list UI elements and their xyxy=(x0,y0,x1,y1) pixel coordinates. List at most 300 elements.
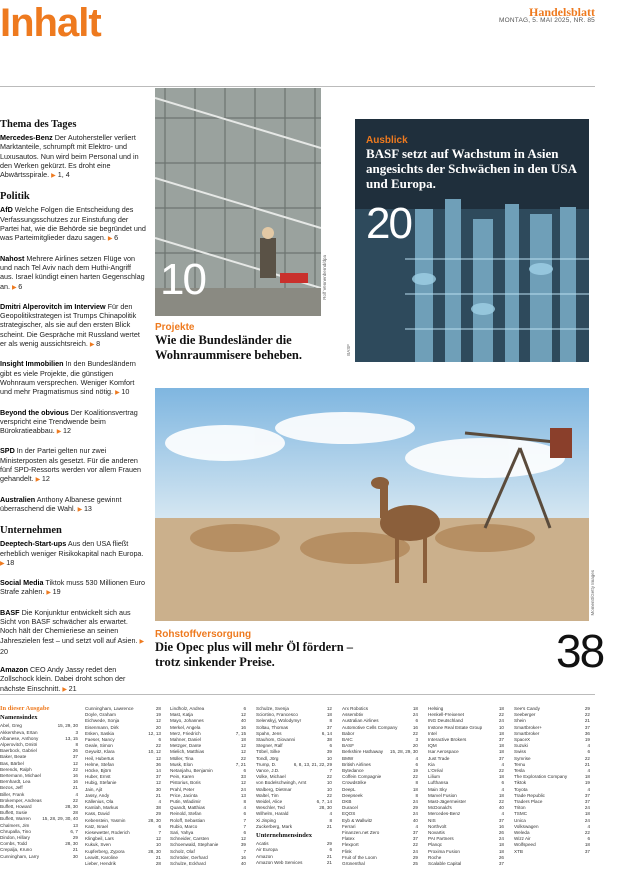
index-page: 4 xyxy=(587,743,590,749)
index-name: Cunningham, Larry xyxy=(0,853,40,859)
index-page: 30 xyxy=(155,786,161,792)
index-name: Kukuk, Sven xyxy=(85,842,111,848)
index-page: 7 xyxy=(243,817,246,823)
index-name: Kiesewetter, Roderich xyxy=(85,830,130,836)
index-page: 37 xyxy=(584,724,590,730)
index-name: Acatis xyxy=(256,841,269,847)
index-name: Fruit of the Loom xyxy=(342,854,377,860)
entry-item[interactable] xyxy=(0,578,146,599)
index-page: 16 xyxy=(72,779,78,785)
index-name: Kupferberg, Zypora xyxy=(85,848,125,854)
index-page: 28 xyxy=(72,810,78,816)
index-name: Töbel, Silke xyxy=(256,749,281,755)
index-name: Tondl, Jörg xyxy=(256,755,279,761)
index-name: Toyota xyxy=(514,786,528,792)
index-name: Buffett, Warren xyxy=(0,816,31,822)
index-name: Kamlah, Markus xyxy=(85,805,119,811)
index-name: Berkshire Hathaway xyxy=(342,749,384,755)
index-page: 7, 21 xyxy=(235,761,246,767)
index-name: Volkswagen xyxy=(514,823,539,829)
index-name: Pistorius, Boris xyxy=(170,780,201,786)
index-page: 12, 13 xyxy=(148,730,161,736)
index-name: Vance, J.D. xyxy=(256,768,280,774)
index-page: 37 xyxy=(584,848,590,854)
index-page: 19 xyxy=(584,737,590,743)
index-page: 4 xyxy=(587,786,590,792)
entry-item[interactable] xyxy=(0,446,146,485)
index-page: 6, 8, 13, 21, 22, 29 xyxy=(293,761,332,767)
arrow-icon: ▶ xyxy=(77,506,84,513)
index-page: 13, 15 xyxy=(65,735,78,741)
index-name: Jassy, Andy xyxy=(85,792,110,798)
section-title-unternehmen: Unternehmen xyxy=(0,525,62,537)
index-name: Lindholz, Andrea xyxy=(170,706,205,711)
index-page: 19 xyxy=(155,712,161,718)
index-name: Sari, Yahya xyxy=(170,830,194,836)
index-page: 16 xyxy=(498,823,504,829)
entry-text: Anthony Albanese gewinnt überraschend die Wahl. xyxy=(0,494,122,513)
index-name: Instone Real Estate Group xyxy=(428,724,483,730)
index-page: 22 xyxy=(584,755,590,761)
index-name: Flatex xyxy=(342,836,355,842)
index-name: Lilium xyxy=(428,774,440,780)
opec-credit: Momentt/Getty Images xyxy=(590,570,595,616)
index-page: 19 xyxy=(412,768,418,774)
index-name: Price, Jacinta xyxy=(170,792,198,798)
index-name: Air Europa xyxy=(256,847,278,853)
index-name: Tiktok xyxy=(514,780,527,786)
index-name: Musk, Elon xyxy=(170,761,193,767)
opec-image[interactable] xyxy=(155,388,589,621)
index-name: The Exploration Company xyxy=(514,774,568,780)
index-row[interactable] xyxy=(256,860,332,866)
ausblick-page-number: 20 xyxy=(366,199,411,248)
index-name: Smartbroker+ xyxy=(514,724,542,730)
index-page: 19 xyxy=(584,780,590,786)
index-name: Faeser, Nancy xyxy=(85,737,115,743)
index-page: 33 xyxy=(240,774,246,780)
index-name: Finanzen.net Zero xyxy=(342,830,380,836)
index-page: 39 xyxy=(326,749,332,755)
index-page: 22 xyxy=(498,799,504,805)
projekte-credit: Rolf Vennenbernd/dpa xyxy=(322,255,327,300)
index-heading: In dieser Ausgabe xyxy=(0,705,50,712)
index-page: 6, 14 xyxy=(321,730,332,736)
index-page: 4 xyxy=(75,791,78,797)
entry-ref: 19 xyxy=(52,587,61,597)
index-page: 18 xyxy=(326,712,332,718)
index-name: DeepL xyxy=(342,786,356,792)
entry-item[interactable] xyxy=(0,205,146,244)
index-name: Mercedes-Benz xyxy=(428,811,461,817)
index-name: Xi Jinping xyxy=(256,817,276,823)
index-name: Biller, Frank xyxy=(0,791,25,797)
index-name: Marvel Fusion xyxy=(428,792,457,798)
index-page: 16 xyxy=(240,724,246,730)
index-page: 37 xyxy=(155,774,161,780)
index-page: 22 xyxy=(498,712,504,718)
index-page: 10 xyxy=(326,755,332,761)
ausblick-kicker: Ausblick xyxy=(366,135,408,146)
index-name: Huber, Ernst xyxy=(85,774,111,780)
index-page: 24 xyxy=(584,805,590,811)
index-name: Schneider, Carsten xyxy=(170,836,210,842)
index-page: 12 xyxy=(240,780,246,786)
index-page: 21 xyxy=(72,785,78,791)
index-page: 18 xyxy=(412,706,418,711)
arrow-icon: ▶ xyxy=(107,236,115,243)
index-name: BASF xyxy=(342,743,354,749)
index-page: 22 xyxy=(584,712,590,718)
index-name: Crowdstrike xyxy=(342,780,367,786)
index-page: 18 xyxy=(498,842,504,848)
index-col-2 xyxy=(85,706,161,867)
index-name: Buffett, Howard xyxy=(0,804,32,810)
index-name: BMW xyxy=(342,755,354,761)
index-name: Eisenmann, Dirk xyxy=(85,724,119,730)
index-page: 12 xyxy=(72,760,78,766)
index-page: 12 xyxy=(155,780,161,786)
index-name: Leavitt, Karoline xyxy=(85,854,118,860)
ausblick-credit: BASF xyxy=(346,344,351,356)
index-page: 6 xyxy=(243,811,246,817)
index-page: 18 xyxy=(584,774,590,780)
index-row[interactable] xyxy=(428,861,504,867)
entry-item[interactable] xyxy=(0,495,146,516)
index-name: Unica xyxy=(514,817,526,823)
index-page: 40 xyxy=(412,817,418,823)
entry-item[interactable] xyxy=(0,302,146,350)
index-name: Mast, Katja xyxy=(170,712,193,718)
entry-ref: 13 xyxy=(83,503,92,513)
index-page: 18 xyxy=(498,743,504,749)
index-page: 16 xyxy=(72,773,78,779)
entry-thema[interactable] xyxy=(0,133,146,181)
index-page: 6 xyxy=(587,749,590,755)
index-name: Scholz, Olaf xyxy=(170,848,195,854)
index-name: Berends, Ralph xyxy=(0,766,32,772)
index-name: Quandt, Matthias xyxy=(170,805,205,811)
index-page: 12 xyxy=(155,718,161,724)
index-page: 22 xyxy=(72,797,78,803)
index-name: Pein, Karen xyxy=(170,774,195,780)
entry-lead: Amazon xyxy=(0,665,28,675)
section-title-thema: Thema des Tages xyxy=(0,119,77,130)
index-name: Kass, David xyxy=(85,811,110,817)
entry-item[interactable] xyxy=(0,665,146,695)
projekte-headline: Wie die Bundesländer die Wohnraummisere beheben. xyxy=(155,333,302,362)
index-name: Klingbeil, Lars xyxy=(85,836,114,842)
index-page: 4 xyxy=(415,755,418,761)
entry-ref: 20 xyxy=(0,646,8,656)
index-name: DKB xyxy=(342,799,352,805)
ausblick-teaser[interactable] xyxy=(366,135,586,191)
entry-ref: 10 xyxy=(121,387,130,397)
index-name: Novartis xyxy=(428,830,445,836)
index-page: 37 xyxy=(72,754,78,760)
index-name: Cunningham, Lawrence xyxy=(85,706,134,711)
index-page: 6 xyxy=(158,737,161,743)
opec-kicker: Rohstoffversorgung xyxy=(155,629,252,640)
index-page: 22 xyxy=(412,842,418,848)
index-page: 26 xyxy=(498,830,504,836)
projekte-page-number: 10 xyxy=(160,255,205,304)
brand-logo: Handelsblatt xyxy=(528,5,595,19)
index-name: Baker, Beate xyxy=(0,754,27,760)
index-page: 24 xyxy=(498,836,504,842)
index-row[interactable] xyxy=(514,849,590,855)
index-name: Swiss xyxy=(514,749,526,755)
index-page: 12 xyxy=(155,836,161,842)
index-col-6 xyxy=(428,706,504,867)
index-name: Mayo, Johannes xyxy=(170,718,204,724)
index-col-3 xyxy=(170,706,246,867)
index-name: Traders Place xyxy=(514,799,543,805)
index-page: 16 xyxy=(240,854,246,860)
index-name: Interactive Brokers xyxy=(428,737,467,743)
index-name: Doyle, Graham xyxy=(85,712,116,718)
index-name: Mielich, Matthias xyxy=(170,749,205,755)
index-row[interactable] xyxy=(170,861,246,867)
index-name: Bas, Bärbel xyxy=(0,760,24,766)
index-name: See's Candy xyxy=(514,706,540,711)
index-page: 29 xyxy=(72,835,78,841)
entry-ref: 1, 4 xyxy=(57,170,70,180)
index-name: Mast-Jägermeister xyxy=(428,799,467,805)
index-page: 4 xyxy=(587,823,590,829)
entry-text: In den Bundesländern gibt es viele Projekte, die günstigen Wohnraum versprechen. Weniger Komfort und mehr Pragmatismus sind nötig. xyxy=(0,359,136,397)
index-page: 14 xyxy=(155,768,161,774)
index-row[interactable] xyxy=(342,749,418,755)
index-name: Dindon, Hillary xyxy=(0,835,30,841)
index-page: 38 xyxy=(326,737,332,743)
index-page: 18 xyxy=(584,842,590,848)
index-name: Brokemper, Andreas xyxy=(0,797,42,803)
index-row[interactable] xyxy=(342,861,418,867)
entry-lead: Social Media xyxy=(0,578,44,588)
index-page: 40 xyxy=(240,861,246,867)
index-page: 28, 30 xyxy=(148,848,161,854)
index-page: 21 xyxy=(326,859,332,865)
names-index-title: Namensindex xyxy=(0,714,38,722)
index-name: Stegner, Ralf xyxy=(256,743,283,749)
entry-text: Aus den USA fließt erheblich weniger Risikokapital nach Europa. xyxy=(0,539,144,558)
index-name: Geywitz, Klara xyxy=(85,749,115,755)
index-page: 37 xyxy=(498,861,504,867)
entry-item[interactable] xyxy=(0,254,146,293)
index-page: 40 xyxy=(240,718,246,724)
index-name: Källenius, Ola xyxy=(85,799,114,805)
index-page: 12 xyxy=(240,836,246,842)
projekte-kicker: Projekte xyxy=(155,322,195,333)
index-divider xyxy=(0,694,595,695)
opec-teaser[interactable] xyxy=(155,629,365,669)
index-page: 29 xyxy=(584,706,590,711)
page-title: Inhalt xyxy=(0,1,101,45)
arrow-icon: ▶ xyxy=(0,560,7,567)
index-name: Trade Republic xyxy=(514,792,545,798)
index-page: 6 xyxy=(329,743,332,749)
index-name: Merkel, Angela xyxy=(170,724,201,730)
index-name: Helme, Stefan xyxy=(85,761,115,767)
index-page: 12 xyxy=(240,712,246,718)
index-name: TSMC xyxy=(514,811,528,817)
index-name: Henkell-Freixenet xyxy=(428,712,464,718)
index-name: Shein xyxy=(514,718,526,724)
index-page: 10 xyxy=(155,842,161,848)
index-name: NIS xyxy=(428,817,436,823)
index-page: 21 xyxy=(155,854,161,860)
index-name: Just Trade xyxy=(428,755,450,761)
index-row[interactable] xyxy=(85,861,161,867)
projekte-teaser[interactable] xyxy=(155,322,345,362)
index-name: Waltel, Tim xyxy=(256,792,279,798)
index-page: 29 xyxy=(155,811,161,817)
opec-headline: Die Opec plus will mehr Öl fördern – trotz sinkender Preise. xyxy=(155,640,354,669)
camels-pumpjack-photo xyxy=(155,388,589,621)
index-name: Helsing xyxy=(428,706,444,711)
index-name: Geale, Simon xyxy=(85,743,113,749)
index-page: 22 xyxy=(326,792,332,798)
index-page: 26 xyxy=(498,854,504,860)
index-name: Kebenstein, Yasmin xyxy=(85,817,126,823)
entry-text: In der Partei gelten nur zwei Ministerposten als gesetzt. Für die anderen fünf SPD-Ressorts werden vor allem Frauen gehandelt. xyxy=(0,446,142,484)
index-name: Akkersheva, Ertan xyxy=(0,729,38,735)
index-page: 20 xyxy=(412,743,418,749)
index-page: 28, 30 xyxy=(65,841,78,847)
index-page: 22 xyxy=(498,768,504,774)
index-name: Jain, Ajit xyxy=(85,786,103,792)
index-name: Suzuki xyxy=(514,743,528,749)
index-name: Arx Robotics xyxy=(342,706,369,711)
index-name: Kia xyxy=(428,761,435,767)
index-page: 37 xyxy=(326,724,332,730)
index-page: 28, 30 xyxy=(65,804,78,810)
index-name: Chrupalla, Tino xyxy=(0,828,31,834)
index-page: 28, 30 xyxy=(148,817,161,823)
index-name: Trump, D. xyxy=(256,761,277,767)
index-page: 12 xyxy=(326,706,332,711)
index-page: 21 xyxy=(72,847,78,853)
index-name: Crepalja, Kruno xyxy=(0,847,32,853)
index-page: 6 xyxy=(501,780,504,786)
index-name: Merz, Friedrich xyxy=(170,730,201,736)
index-name: Duracel xyxy=(342,805,358,811)
index-page: 8 xyxy=(415,780,418,786)
ausblick-headline: BASF setzt auf Wachstum in Asien angesichts der Schwächen in den USA und Europa. xyxy=(366,146,577,191)
entry-lead: AfD xyxy=(0,205,13,215)
index-name: Katz, Israel xyxy=(85,823,108,829)
index-page: 6 xyxy=(587,836,590,842)
arrow-icon: ▶ xyxy=(56,429,64,436)
arrow-icon: ▶ xyxy=(51,173,56,180)
index-name: Schoenwald, Stephanie xyxy=(170,842,219,848)
index-name: Lieber, Hendrik xyxy=(85,861,116,867)
index-name: Bernhardt, Lea xyxy=(0,779,31,785)
index-name: Buffett, Susie xyxy=(0,810,28,816)
index-row[interactable] xyxy=(256,824,332,830)
index-name: Bytedance xyxy=(342,768,364,774)
index-name: Australian Airlines xyxy=(342,718,379,724)
entry-lead: Beyond the obvious xyxy=(0,407,69,417)
index-name: Eyb & Wallwitz xyxy=(342,817,373,823)
index-page: 38 xyxy=(155,805,161,811)
index-name: Selenskyj, Wolodymyr xyxy=(256,718,302,724)
index-page: 10 xyxy=(498,724,504,730)
index-page: 24 xyxy=(412,811,418,817)
entry-ref: 21 xyxy=(68,683,77,693)
index-page: 10 xyxy=(326,786,332,792)
entry-text: Tiktok muss 530 Millionen Euro Strafe zahlen. xyxy=(0,578,146,597)
arrow-icon: ▶ xyxy=(62,686,69,693)
entry-ref: 6 xyxy=(18,281,23,291)
index-page: 8 xyxy=(75,742,78,748)
index-page: 10 xyxy=(326,780,332,786)
arrow-icon: ▶ xyxy=(12,284,19,291)
index-name: Roloff, Sebastian xyxy=(170,817,205,823)
entry-item[interactable] xyxy=(0,539,146,569)
entry-item[interactable] xyxy=(0,608,146,656)
index-page: 13 xyxy=(240,792,246,798)
index-name: Prahl, Peter xyxy=(170,786,195,792)
index-page: 18 xyxy=(498,749,504,755)
index-name: BAIC xyxy=(342,737,353,743)
index-page: 37 xyxy=(498,755,504,761)
index-name: Lufthansa xyxy=(428,780,449,786)
index-name: Metzger, Dante xyxy=(170,743,202,749)
index-page: 20 xyxy=(155,724,161,730)
index-name: Weschler, Ted xyxy=(256,805,285,811)
entry-ref: 6 xyxy=(114,233,119,243)
index-page: 18 xyxy=(498,792,504,798)
index-row[interactable] xyxy=(0,854,78,860)
index-name: Coffein Compagnie xyxy=(342,774,382,780)
entry-item[interactable] xyxy=(0,408,146,438)
index-page: 22 xyxy=(72,766,78,772)
entry-lead: Dmitri Alperovitch im Interview xyxy=(0,301,106,311)
arrow-icon: ▶ xyxy=(115,390,122,397)
index-name: Walberg, Dietmar xyxy=(256,786,292,792)
index-name: Rubio, Marco xyxy=(170,823,198,829)
index-name: Müller, Tina xyxy=(170,755,194,761)
index-page: 37 xyxy=(498,817,504,823)
entry-item[interactable] xyxy=(0,359,146,398)
index-page: 4 xyxy=(329,811,332,817)
index-page: 6, 7 xyxy=(70,828,78,834)
entry-text: Mehrere Airlines setzen Flüge von und nach Tel Aviv nach dem Huthi-Angriff aus. Israel kündigt einen harten Gegenschlag an. xyxy=(0,253,145,291)
index-name: British Airlines xyxy=(342,761,371,767)
index-page: 24 xyxy=(498,718,504,724)
index-page: 7 xyxy=(329,768,332,774)
index-name: SpaceX xyxy=(514,737,531,743)
index-page: 4 xyxy=(501,786,504,792)
index-page: 6 xyxy=(158,823,161,829)
index-page: 10, 12 xyxy=(148,749,161,755)
index-page: 8 xyxy=(243,799,246,805)
entry-lead: Mercedes-Benz xyxy=(0,133,53,142)
index-name: Schulze, Svenja xyxy=(256,706,289,711)
index-name: Albanese, Anthony xyxy=(0,735,39,741)
index-page: 8 xyxy=(415,792,418,798)
index-name: Triton xyxy=(514,805,526,811)
index-page: 12 xyxy=(155,755,161,761)
index-name: Alperovitch, Dmitri xyxy=(0,742,38,748)
index-name: PAI Partners xyxy=(428,836,454,842)
index-page: 28 xyxy=(155,706,161,711)
index-name: Stauhom, Giovanni xyxy=(256,737,296,743)
entry-lead: BASF xyxy=(0,607,20,617)
index-page: 15, 29, 30 xyxy=(57,723,78,729)
